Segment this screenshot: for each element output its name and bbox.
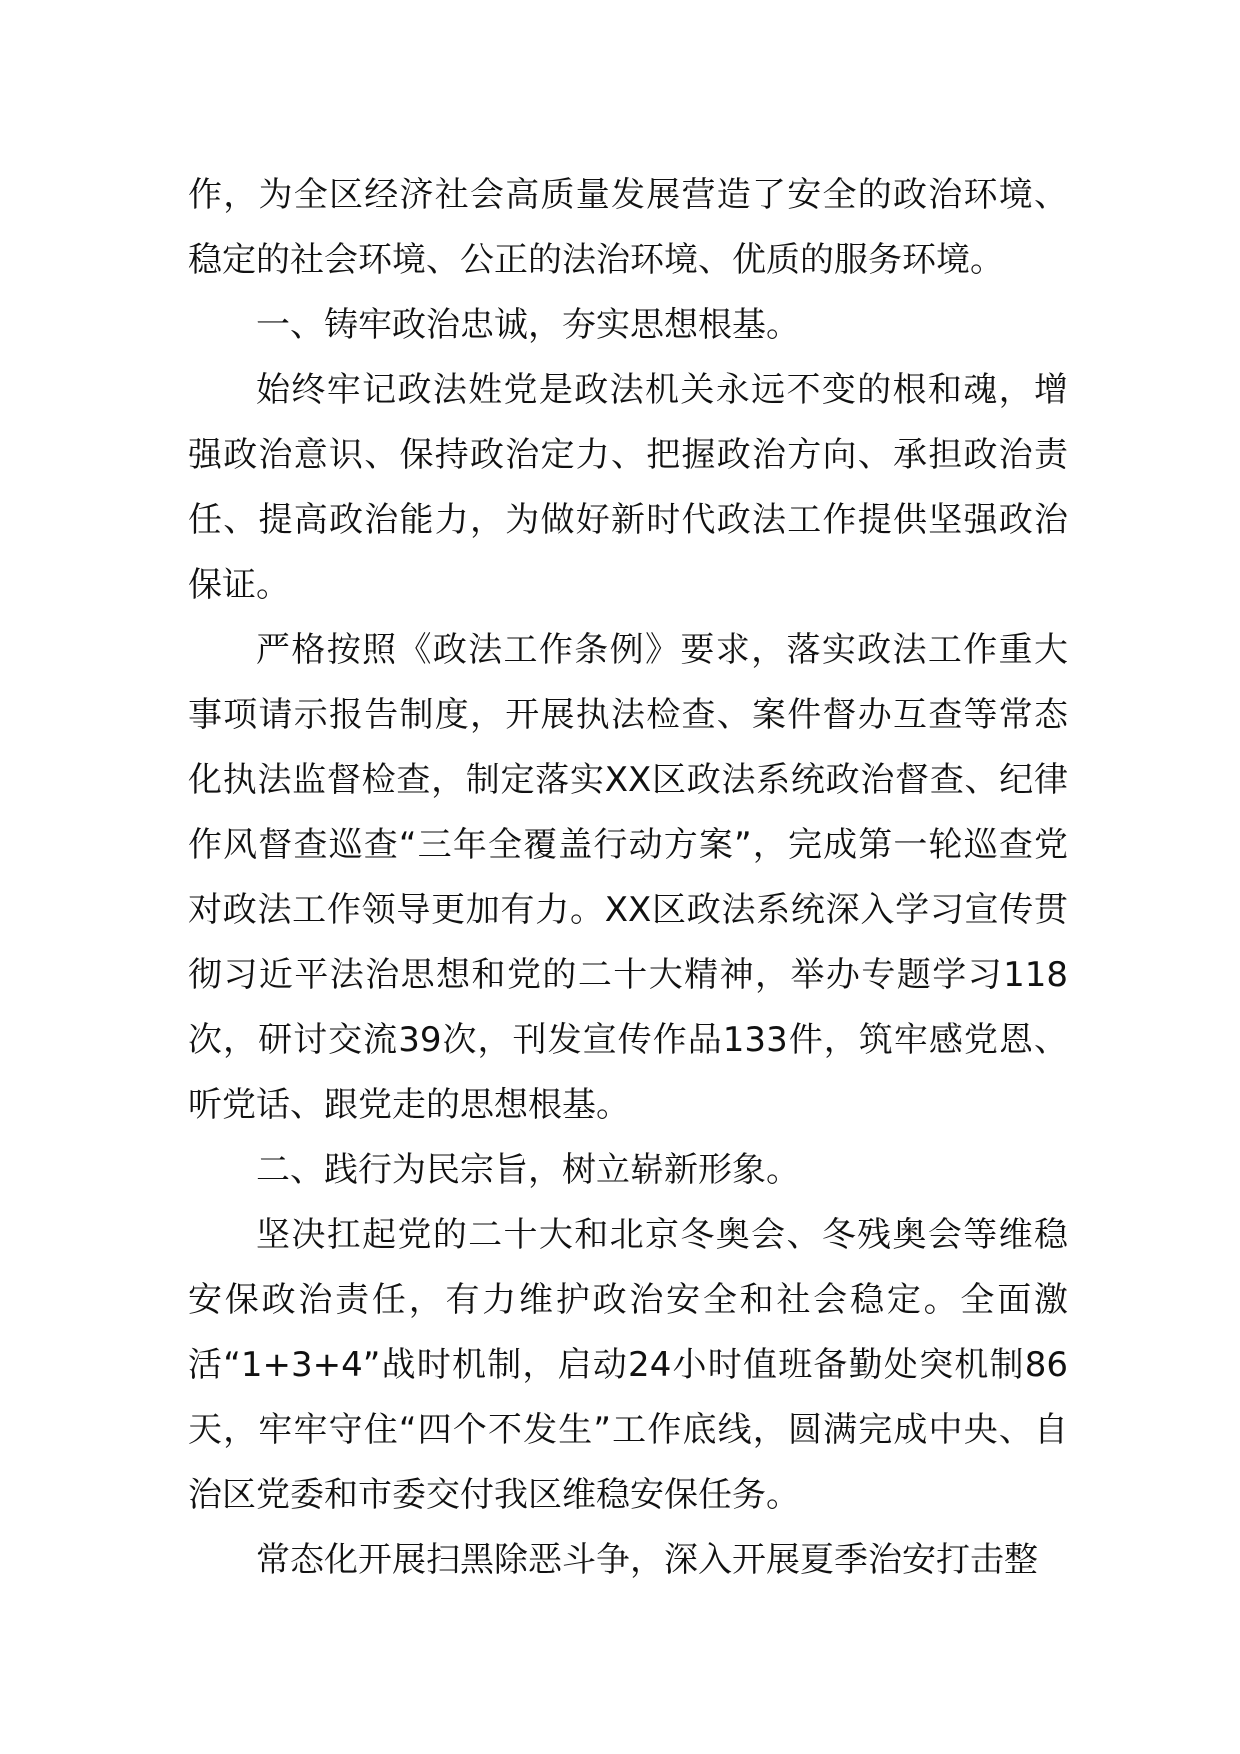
paragraph-anti-crime: 常态化开展扫黑除恶斗争，深入开展夏季治安打击整 bbox=[256, 1540, 1038, 1580]
paragraph-political-loyalty: 始终牢记政法姓党是政法机关永远不变的根和魂，增强政治意识、保持政治定力、把握政治方向、承担政治责任、提高政治能力，为做好新时代政法工作提供坚强政治保证。 bbox=[188, 370, 1068, 605]
paragraph-regulations: 严格按照《政法工作条例》要求，落实政法工作重大事项请示报告制度，开展执法检查、案件督办互查等常态化执法监督检查，制定落实XX区政法系统政治督查、纪律作风督查巡查“三年全覆盖行动方案”，完成第一轮巡查党对政法工作领导更加有力。XX区政法系统深入学习宣传贯彻习近平法治思想和党的二十大精神，举办专题学习118次，研讨交流39次，刊发宣传作品133件，筑牢感党恩、听党话、跟党走的思想根基。 bbox=[188, 630, 1068, 1125]
document-body bbox=[188, 163, 1068, 1593]
paragraph-security-duty: 坚决扛起党的二十大和北京冬奥会、冬残奥会等维稳安保政治责任，有力维护政治安全和社会稳定。全面激活“1+3+4”战时机制，启动24小时值班备勤处突机制86天，牢牢守住“四个不发生”工作底线，圆满完成中央、自治区党委和市委交付我区维稳安保任务。 bbox=[188, 1215, 1068, 1515]
section-heading-1: 一、铸牢政治忠诚，夯实思想根基。 bbox=[256, 305, 800, 345]
section-heading-2: 二、践行为民宗旨，树立崭新形象。 bbox=[256, 1150, 800, 1190]
paragraph-continuation: 作，为全区经济社会高质量发展营造了安全的政治环境、稳定的社会环境、公正的法治环境、优质的服务环境。 bbox=[188, 175, 1068, 280]
